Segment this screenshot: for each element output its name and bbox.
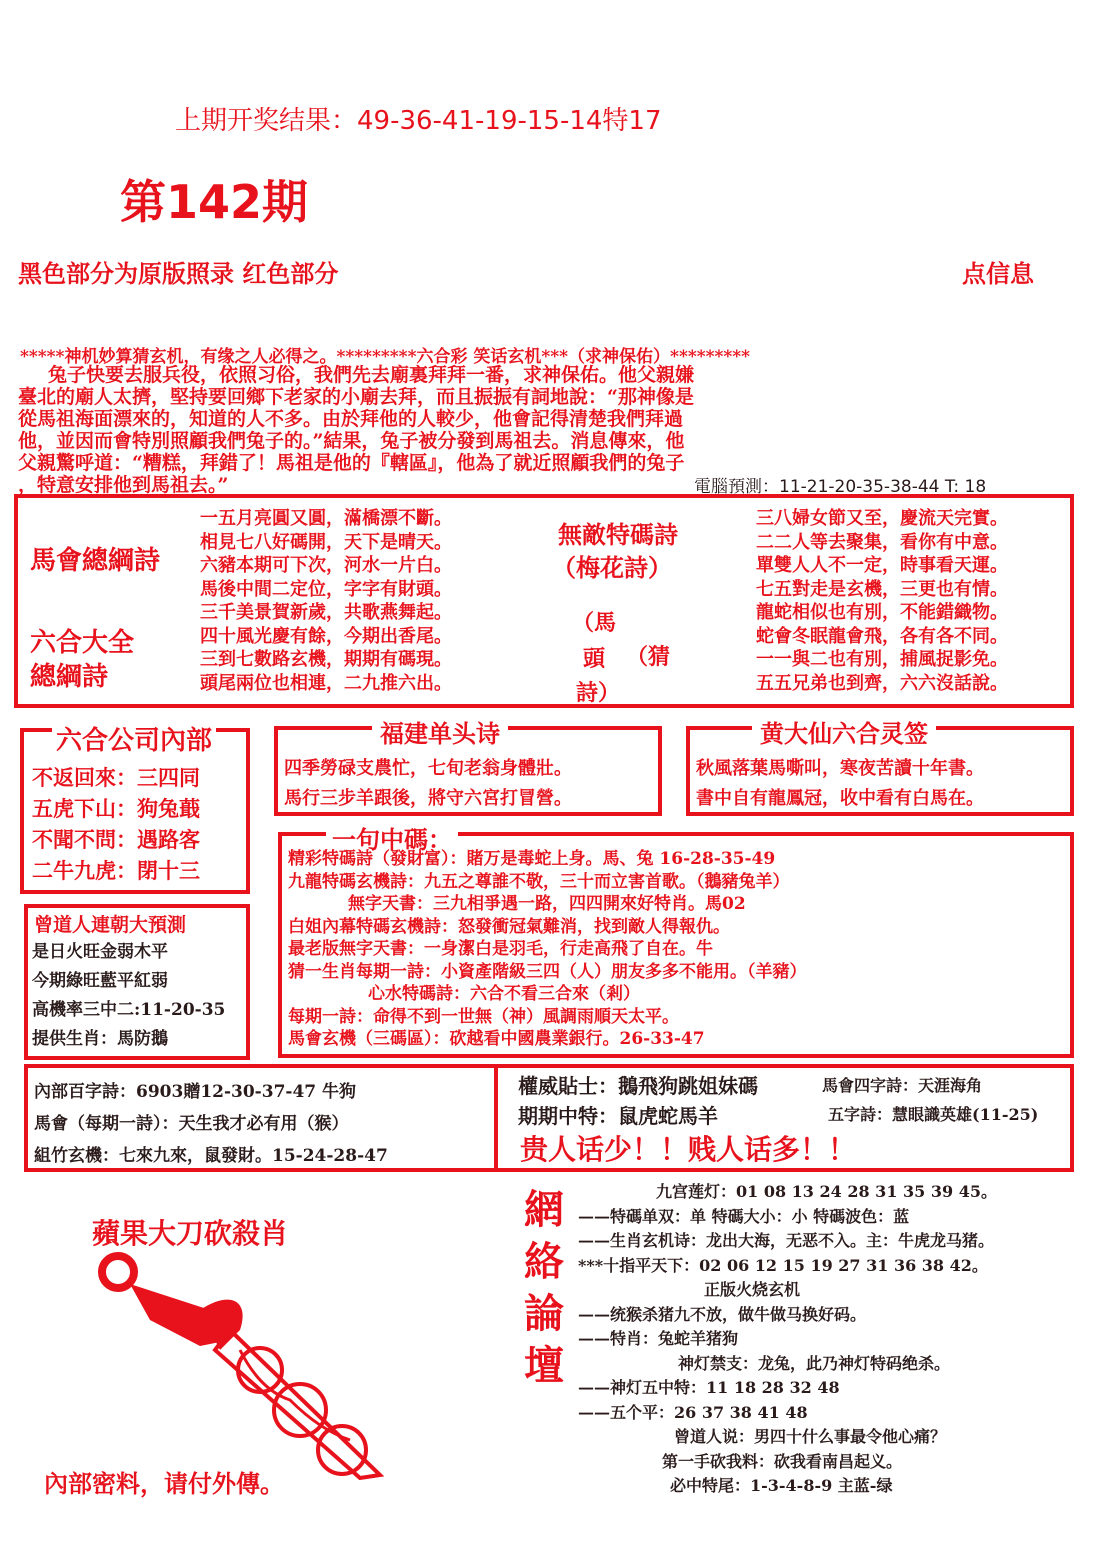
four-char-poem: 馬會四字詩：天涯海角: [822, 1076, 983, 1095]
forum-line: 神灯禁支：龙兔，此乃神灯特码绝杀。: [678, 1353, 951, 1373]
bottom-left-line: 組竹玄機：七來九來，鼠發財。15-24-28-47: [34, 1146, 388, 1166]
poem-line: 二二人等去聚集，看你有中意。: [756, 531, 1008, 553]
huang-poem: [696, 754, 984, 814]
company-list: [32, 762, 200, 886]
plum-poem-title: （梅花詩）: [552, 553, 672, 582]
sentence-line: 馬會玄機（三碼區）：砍越看中國農業銀行。26-33-47: [288, 1029, 705, 1049]
poem-line: 龍蛇相似也有別，不能錯織物。: [756, 602, 1008, 623]
poem-line: 相見七八好碼開，天下是晴天。: [200, 531, 452, 553]
horse-head-char-3: 詩）: [576, 680, 621, 706]
invincible-poem-title: 無敵特碼詩: [558, 520, 678, 549]
forum-line: 曾道人说：男四十什么事最令他心痛？: [674, 1427, 947, 1446]
intro-line: 父親驚呼道：“糟糕，拜錯了！馬祖是他的『轄區』，他為了就近照顧我們的兔子: [18, 452, 685, 474]
daoren-line: 提供生肖：馬防鵝: [32, 1029, 168, 1049]
forum-vertical-title: [520, 1184, 568, 1392]
company-line: 二牛九虎：閉十三: [32, 858, 200, 883]
daoren-line: 是日火旺金弱木平: [32, 942, 168, 962]
poem-title-liuhe-2: 總綱詩: [30, 662, 109, 692]
horse-head-char-1: （馬: [572, 610, 617, 636]
issue-number: 第142期: [120, 175, 309, 229]
poem-line: 五五兄弟也到齊，六六沒話說。: [756, 672, 1008, 694]
sentence-line: 猜一生肖每期一詩：小資產階級三四（人）朋友多多不能用。（羊豬）: [288, 961, 807, 982]
forum-line: ***十指平天下：02 06 12 15 19 27 31 36 38 42。: [578, 1255, 988, 1275]
poem-line: 四十風光慶有餘，今期出香尾。: [200, 625, 452, 647]
forum-line: ——生肖玄机诗：龙出大海，无恶不入。主：牛虎龙马猪。: [578, 1231, 995, 1250]
special-every-issue: 期期中特：鼠虎蛇馬羊: [518, 1104, 718, 1128]
poem-line: 三到七數路玄機，期期有碼現。: [200, 649, 452, 670]
intro-line: 他，並因而會特別照顧我們兔子的。”結果，兔子被分發到馬祖去。消息傳來，他: [18, 430, 685, 452]
sentence-line: 白姐內幕特碼玄機詩：怒發衝冠氣難消，找到敵人得報仇。: [288, 916, 730, 937]
poem-line: 單雙人人不一定，時事看天運。: [756, 555, 1008, 576]
poem-line: 三千美景賀新歲，共歌燕舞起。: [200, 602, 452, 623]
poem-line: 蛇會冬眠龍會飛，各有各不同。: [756, 625, 1008, 647]
forum-title-char: 網: [524, 1186, 564, 1233]
horse-head-char-2: 頭: [583, 646, 606, 672]
forum-line: 九宫莲灯：01 08 13 24 28 31 35 39 45。: [656, 1182, 997, 1201]
poem-line: 一五月亮圓又圓，滿橋漂不斷。: [200, 508, 452, 529]
forum-line: ——统猴杀猪九不放，做牛做马换好码。: [578, 1304, 867, 1324]
sentence-line: 最老版無字天書：一身潔白是羽毛，行走高飛了自在。牛: [288, 939, 713, 959]
sentence-line: 無字天書：三九相爭遇一路，四四開來好特肖。馬02: [348, 894, 746, 914]
daoren-line: 今期綠旺藍平紅弱: [32, 971, 168, 991]
company-line: 五虎下山：狗兔蕺: [32, 796, 200, 821]
notice-right: 点信息: [962, 260, 1034, 288]
forum-line: 第一手砍我料：砍我看南昌起义。: [662, 1451, 903, 1471]
guess-char: （猜: [626, 644, 671, 670]
poem-line: 三八婦女節又至，慶流天完實。: [756, 508, 1008, 529]
forum-line: ——神灯五中特：11 18 28 32 48: [578, 1378, 840, 1397]
forum-title-char: 論: [524, 1290, 564, 1337]
daoren-line: 高機率三中二:11-20-35: [32, 1000, 226, 1020]
forum-line: ——特肖：兔蛇羊猪狗: [578, 1329, 739, 1348]
fujian-line: 馬行三步羊跟後，將守六宮打冒營。: [284, 788, 572, 809]
intro-line: 兔子快要去服兵役，依照习俗，我們先去廟裏拜拜一番，求神保佑。他父親嫌: [48, 364, 695, 386]
company-line: 不返回來：三四同: [32, 765, 200, 790]
poem-line: 七五對走是玄機，三更也有情。: [756, 578, 1008, 600]
forum-line: 必中特尾：1-3-4-8-9 主蓝-绿: [670, 1476, 893, 1495]
slogan: 贵人话少！！贱人话多！！: [520, 1133, 857, 1166]
sentence-line: 每期一詩：命得不到一世無（神）風調雨順天太平。: [288, 1006, 679, 1027]
fujian-title: 福建单头诗: [372, 714, 508, 749]
main-poem: [200, 507, 452, 695]
bottom-left-list: [34, 1076, 388, 1172]
poem-line: 六豬本期可下次，河水一片白。: [200, 555, 452, 576]
knife-icon: [90, 1250, 390, 1480]
forum-line: 正版火烧玄机: [704, 1280, 801, 1299]
daoren-title: 曾道人連朝大預測: [34, 914, 187, 936]
bottom-left-line: 馬會（每期一詩）：天生我才必有用（猴）: [34, 1114, 349, 1134]
five-char-poem: 五字詩：慧眼識英雄(11-25): [828, 1105, 1039, 1124]
authority-tip: 權威貼士：鵝飛狗跳姐妹碼: [518, 1074, 758, 1098]
forum-line: ——特碼单双：单 特碼大小：小 特碼波色：蓝: [578, 1206, 910, 1226]
intro-line: ，特意安排他到馬祖去。”: [18, 474, 229, 496]
bottom-left-line: 內部百字詩：6903贈12-30-37-47 牛狗: [34, 1082, 357, 1102]
sentence-title: 一句中碼：: [326, 820, 458, 855]
company-line: 不聞不問：遇路客: [32, 827, 200, 852]
intro-heading: *****神机妙算猜玄机，有缘之人必得之。*********六合彩 笑话玄机***（求神保佑）*********: [20, 347, 751, 367]
huang-line: 書中自有龍鳳冠，收中看有白馬在。: [696, 788, 984, 809]
forum-line: ——五个平：26 37 38 41 48: [578, 1402, 808, 1422]
computer-prediction: 電腦預測：11-21-20-35-38-44 T: 18: [694, 477, 987, 497]
knife-title: 蘋果大刀砍殺肖: [92, 1217, 289, 1250]
poem-line: 頭尾兩位也相連，二九推六出。: [200, 672, 452, 694]
forum-list: [578, 1180, 997, 1499]
huang-line: 秋風落葉馬嘶叫，寒夜苦讀十年書。: [696, 758, 984, 779]
poem-line: 一一與二也有別，捕風捉影免。: [756, 649, 1008, 670]
info-divider: [494, 1064, 498, 1172]
intro-text: [18, 364, 694, 496]
notice-left: 黑色部分为原版照录 红色部分: [18, 260, 339, 288]
daoren-list: [32, 938, 225, 1054]
forum-title-char: 壇: [524, 1342, 564, 1389]
fujian-poem: [284, 754, 572, 814]
fujian-line: 四季勞碌支農忙，七旬老翁身體壯。: [284, 758, 572, 779]
poem-title-liuhe: 六合大全: [30, 628, 135, 658]
sentence-line: 精彩特碼詩（發財富）：賭万是毒蛇上身。馬、兔 16-28-35-49: [288, 849, 776, 869]
poem-line: 馬後中間二定位，字字有財頭。: [200, 578, 452, 600]
knife-footer: 內部密料，请付外傳。: [44, 1469, 284, 1498]
poem-title-main: 馬會總綱詩: [30, 546, 161, 576]
huang-title: 黄大仙六合灵签: [752, 714, 936, 749]
sentence-line: 九龍特碼玄機詩：九五之尊誰不敬，三十而立害首歌。（鵝豬兔羊）: [288, 871, 790, 892]
intro-line: 從馬祖海面漂來的，知道的人不多。由於拜他的人較少，他會記得清楚我們拜過: [18, 408, 684, 430]
forum-title-char: 絡: [524, 1238, 564, 1285]
sentence-line: 心水特碼詩：六合不看三合來（剎）: [368, 984, 640, 1004]
right-poem: [756, 507, 1008, 695]
intro-line: 臺北的廟人太擠，堅持要回鄉下老家的小廟去拜，而且振振有詞地說：“那神像是: [18, 386, 694, 408]
last-result: 上期开奖结果：49-36-41-19-15-14特17: [175, 106, 662, 136]
company-title: 六合公司內部: [52, 720, 216, 757]
sentence-list: [288, 848, 807, 1051]
